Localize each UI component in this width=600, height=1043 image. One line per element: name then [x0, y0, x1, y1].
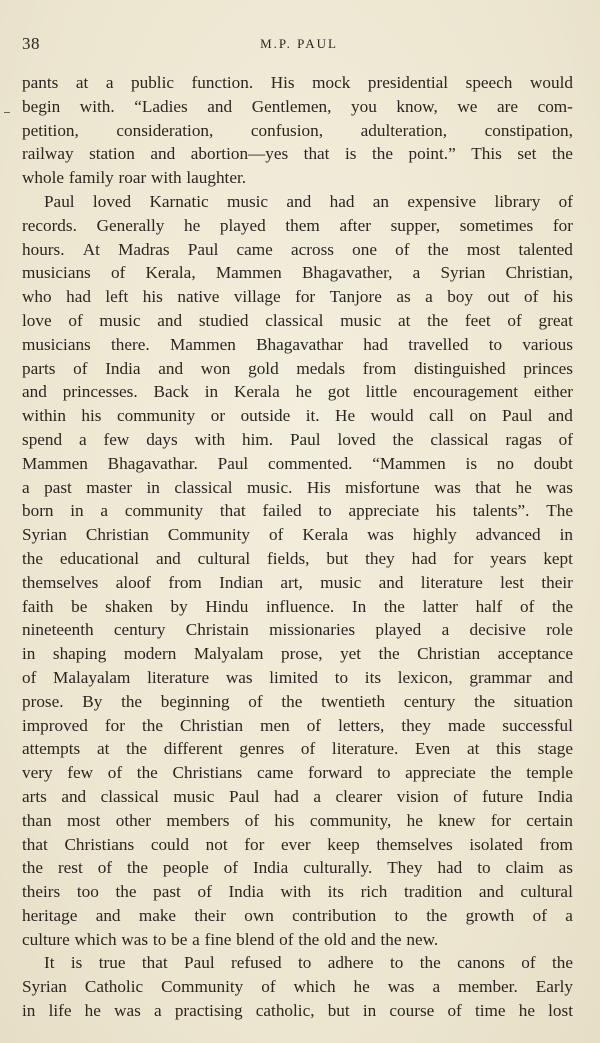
text-line: born in a community that failed to appreciate his talents”. The — [22, 501, 573, 521]
page-number: 38 — [22, 34, 40, 53]
text-line: Mammen Bhagavathar. Paul commented. “Mammen is no doubt — [22, 453, 573, 473]
text-line: heritage and make their own contribution to the growth of a — [22, 905, 573, 925]
text-line: musicians there. Mammen Bhagavathar had travelled to various — [22, 334, 573, 354]
text-line: parts of India and won gold medals from distinguished princes — [22, 358, 573, 378]
text-line: in life he was a practising catholic, but in course of time he lost — [22, 1001, 573, 1021]
running-head: M.P. PAUL — [260, 36, 338, 51]
text-line: nineteenth century Christain missionaries played a decisive role — [22, 620, 573, 640]
text-line: the rest of the people of India culturally. They had to claim as — [22, 858, 573, 878]
text-line: begin with. “Ladies and Gentlemen, you know, we are com- — [22, 96, 573, 116]
text-line: love of music and studied classical music at the feet of great — [22, 310, 573, 330]
text-line: a past master in classical music. His misfortune was that he was — [22, 477, 573, 497]
text-line: musicians of Kerala, Mammen Bhagavather, a Syrian Christian, — [22, 263, 573, 283]
text-line: improved for the Christian men of letters, they made successful — [22, 715, 573, 735]
text-line: of Malayalam literature was limited to its lexicon, grammar and — [22, 667, 573, 687]
text-line: themselves aloof from Indian art, music and literature lest their — [22, 572, 573, 592]
body-text — [22, 71, 573, 1023]
text-line: attempts at the different genres of literature. Even at this stage — [22, 739, 573, 759]
text-line: Paul loved Karnatic music and had an expensive library of — [44, 191, 573, 211]
text-line: very few of the Christians came forward to appreciate the temple — [22, 763, 573, 783]
text-line: hours. At Madras Paul came across one of the most talented — [22, 239, 573, 259]
page-header — [22, 34, 576, 58]
text-line: prose. By the beginning of the twentieth century the situation — [22, 691, 573, 711]
text-line: that Christians could not for ever keep themselves isolated from — [22, 834, 573, 854]
text-line: petition, consideration, confusion, adulteration, constipation, — [22, 120, 573, 140]
text-line: and princesses. Back in Kerala he got little encouragement either — [22, 382, 573, 402]
text-line: in shaping modern Malyalam prose, yet the Christian acceptance — [22, 644, 573, 664]
text-line: culture which was to be a fine blend of the old and the new. — [22, 929, 439, 949]
text-line: railway station and abortion—yes that is the point.” This set the — [22, 144, 573, 164]
text-line: Syrian Catholic Community of which he was a member. Early — [22, 977, 573, 997]
text-line: spend a few days with him. Paul loved the classical ragas of — [22, 429, 573, 449]
text-line: whole family roar with laughter. — [22, 168, 247, 188]
text-line: pants at a public function. His mock presidential speech would — [22, 73, 573, 92]
text-line: faith be shaken by Hindu influence. In the latter half of the — [22, 596, 573, 616]
text-line: within his community or outside it. He would call on Paul and — [22, 406, 573, 426]
text-line: records. Generally he played them after supper, sometimes for — [22, 215, 573, 235]
text-line: than most other members of his community, he knew for certain — [22, 810, 573, 830]
text-line: It is true that Paul refused to adhere to the canons of the — [44, 953, 573, 973]
margin-mark — [4, 112, 10, 113]
text-line: arts and classical music Paul had a clearer vision of future India — [22, 786, 573, 806]
text-line: Syrian Christian Community of Kerala was highly advanced in — [22, 525, 573, 545]
text-line: theirs too the past of India with its rich tradition and cultural — [22, 882, 573, 902]
text-line: the educational and cultural fields, but they had for years kept — [22, 548, 573, 568]
text-line: who had left his native village for Tanjore as a boy out of his — [22, 287, 573, 307]
